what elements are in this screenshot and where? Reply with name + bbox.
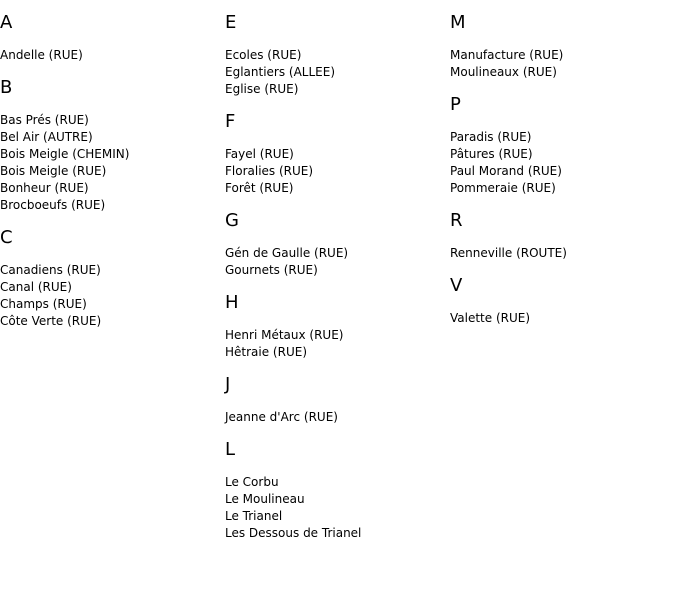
street-link[interactable]: Paradis (RUE) bbox=[450, 130, 532, 144]
letter-group bbox=[450, 13, 670, 81]
street-link[interactable]: Bas Prés (RUE) bbox=[0, 113, 89, 127]
street-link[interactable]: Floralies (RUE) bbox=[225, 164, 314, 178]
street-link[interactable]: Les Dessous de Trianel bbox=[225, 526, 362, 540]
letter-heading: J bbox=[225, 374, 231, 395]
street-link[interactable]: Ecoles (RUE) bbox=[225, 48, 302, 62]
street-link[interactable]: Champs (RUE) bbox=[0, 297, 87, 311]
street-link[interactable]: Côte Verte (RUE) bbox=[0, 314, 102, 328]
street-list bbox=[225, 327, 445, 361]
street-list bbox=[225, 47, 445, 98]
street-link[interactable]: Pâtures (RUE) bbox=[450, 147, 533, 161]
street-list bbox=[0, 262, 220, 330]
street-list bbox=[225, 146, 445, 197]
street-link[interactable]: Bonheur (RUE) bbox=[0, 181, 89, 195]
street-link[interactable]: Manufacture (RUE) bbox=[450, 48, 564, 62]
letter-heading: F bbox=[225, 111, 236, 132]
street-list bbox=[450, 245, 670, 262]
letter-heading: R bbox=[450, 210, 463, 231]
street-link[interactable]: Gén de Gaulle (RUE) bbox=[225, 246, 349, 260]
street-link[interactable]: Valette (RUE) bbox=[450, 311, 531, 325]
letter-heading: A bbox=[0, 12, 13, 33]
letter-heading: H bbox=[225, 292, 239, 313]
letter-heading: C bbox=[0, 227, 13, 248]
letter-heading: V bbox=[450, 275, 463, 296]
letter-group bbox=[0, 13, 220, 64]
letter-group bbox=[225, 112, 445, 197]
street-link[interactable]: Le Corbu bbox=[225, 475, 279, 489]
street-link[interactable]: Le Trianel bbox=[225, 509, 283, 523]
letter-group bbox=[225, 293, 445, 361]
letter-group bbox=[450, 95, 670, 197]
street-link[interactable]: Moulineaux (RUE) bbox=[450, 65, 557, 79]
letter-heading: M bbox=[450, 12, 466, 33]
letter-group bbox=[225, 375, 445, 426]
street-list bbox=[450, 310, 670, 327]
street-list bbox=[225, 474, 445, 542]
letter-group bbox=[225, 13, 445, 98]
street-column-2 bbox=[225, 13, 445, 556]
street-list bbox=[0, 47, 220, 64]
street-column-1 bbox=[0, 13, 220, 344]
street-link[interactable]: Pommeraie (RUE) bbox=[450, 181, 556, 195]
street-list bbox=[225, 245, 445, 279]
letter-heading: G bbox=[225, 210, 239, 231]
letter-group bbox=[225, 211, 445, 279]
street-list bbox=[450, 47, 670, 81]
street-link[interactable]: Andelle (RUE) bbox=[0, 48, 83, 62]
letter-group bbox=[225, 440, 445, 542]
letter-group bbox=[0, 228, 220, 330]
street-link[interactable]: Hêtraie (RUE) bbox=[225, 345, 307, 359]
street-link[interactable]: Canal (RUE) bbox=[0, 280, 72, 294]
street-list bbox=[450, 129, 670, 197]
street-link[interactable]: Fayel (RUE) bbox=[225, 147, 294, 161]
letter-heading: P bbox=[450, 94, 461, 115]
letter-heading: B bbox=[0, 77, 13, 98]
street-link[interactable]: Eglise (RUE) bbox=[225, 82, 299, 96]
street-link[interactable]: Eglantiers (ALLEE) bbox=[225, 65, 336, 79]
letter-group bbox=[450, 211, 670, 262]
letter-heading: E bbox=[225, 12, 237, 33]
street-link[interactable]: Forêt (RUE) bbox=[225, 181, 294, 195]
street-link[interactable]: Bois Meigle (RUE) bbox=[0, 164, 107, 178]
street-column-3 bbox=[450, 13, 670, 341]
street-list bbox=[225, 409, 445, 426]
street-link[interactable]: Paul Morand (RUE) bbox=[450, 164, 562, 178]
street-link[interactable]: Le Moulineau bbox=[225, 492, 305, 506]
street-link[interactable]: Jeanne d'Arc (RUE) bbox=[225, 410, 338, 424]
street-link[interactable]: Canadiens (RUE) bbox=[0, 263, 101, 277]
letter-heading: L bbox=[225, 439, 236, 460]
street-link[interactable]: Bois Meigle (CHEMIN) bbox=[0, 147, 130, 161]
street-link[interactable]: Brocboeufs (RUE) bbox=[0, 198, 106, 212]
street-link[interactable]: Renneville (ROUTE) bbox=[450, 246, 567, 260]
street-list bbox=[0, 112, 220, 214]
letter-group bbox=[450, 276, 670, 327]
street-link[interactable]: Bel Air (AUTRE) bbox=[0, 130, 93, 144]
street-link[interactable]: Gournets (RUE) bbox=[225, 263, 318, 277]
letter-group bbox=[0, 78, 220, 214]
street-link[interactable]: Henri Métaux (RUE) bbox=[225, 328, 344, 342]
